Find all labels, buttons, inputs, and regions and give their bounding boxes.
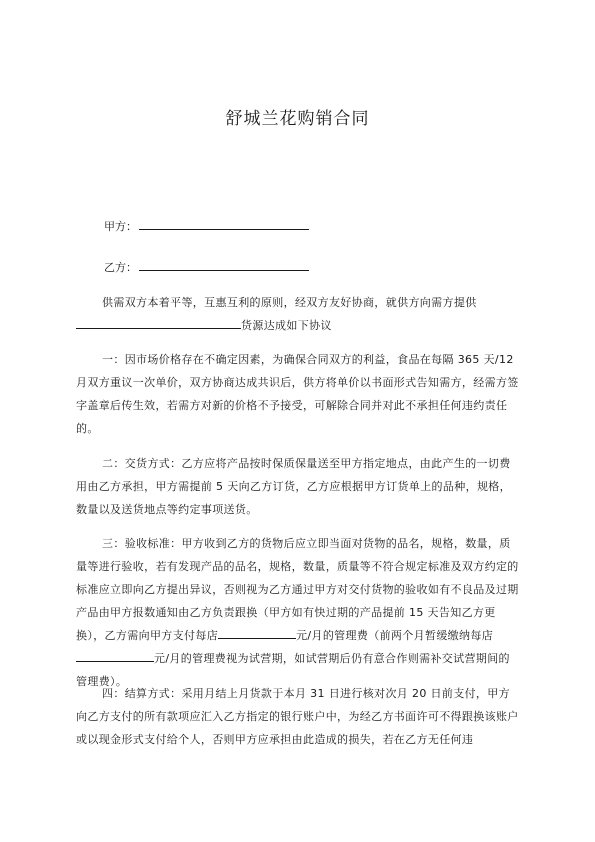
intro-paragraph [76,291,520,337]
supplier-blank [76,317,241,329]
party-b-line [104,259,309,275]
intro-text: 供需双方本着平等，互惠互利的原则，经双方友好协商，就供方向需方提供 [102,296,477,309]
clause-3-text-1: 三：验收标准：甲方收到乙方的货物后应立即当面对货物的品名，规格，数量，质量等进行验收，若有发现产品的品名，规格，数量，质量等不符合规定标准及双方约定的标准应立即向乙方提出异议，否则视为乙方通过甲方对交付货物的验收如有不良品及过期产品由甲方报数通知由乙方负责跟换（甲方如有快过期的产品提前 15 天告知乙方更换），乙方需向甲方支付每店 [76,537,519,642]
document-title: 舒城兰花购销合同 [225,109,370,129]
party-a-label: 甲方： [104,220,137,233]
party-a-line [104,218,309,234]
clause-3 [76,532,520,693]
clause-2 [76,452,520,521]
clause-3-text-2: 元/月的管理费（前两个月暂缓缴纳每店 [296,629,494,642]
party-b-blank [139,259,309,271]
clause-2-text: 二：交货方式：乙方应将产品按时保质保量送至甲方指定地点，由此产生的一切费用由乙方承担，甲方需提前 5 天向乙方订货，乙方应根据甲方订货单上的品种，规格，数量以及送货地点等约定事项送货。 [76,457,511,516]
party-a-blank [139,218,309,230]
intro-tail: 货源达成如下协议 [241,319,332,332]
clause-4-text: 四：结算方式：采用月结上月货款于本月 31 日进行核对次月 20 日前支付，甲方向乙方支付的所有款项应汇入乙方指定的银行账户中，为经乙方书面许可不得跟换该账户或以现金形式支付给个人，否则甲方应承担由此造成的损失，若在乙方无任何违 [76,687,519,746]
clause-3-text-3: 元/月的管理费视为试营期，如试营期后仍有意合作则需补交试营期间的管理费）。 [76,652,510,688]
clause-4 [76,682,520,751]
party-b-label: 乙方： [104,261,137,274]
clause-1-text: 一：因市场价格存在不确定因素，为确保合同双方的利益，食品在每隔 365 天/12 月双方重议一次单价，双方协商达成共识后，供方将单价以书面形式告知需方，经需方签字盖章后传生效，若需方对新的价格不予接受，可解除合同并对此不承担任何违约责任的。 [76,353,519,435]
management-fee-blank-1 [218,627,296,639]
clause-1 [76,348,520,440]
management-fee-blank-2 [76,650,154,662]
